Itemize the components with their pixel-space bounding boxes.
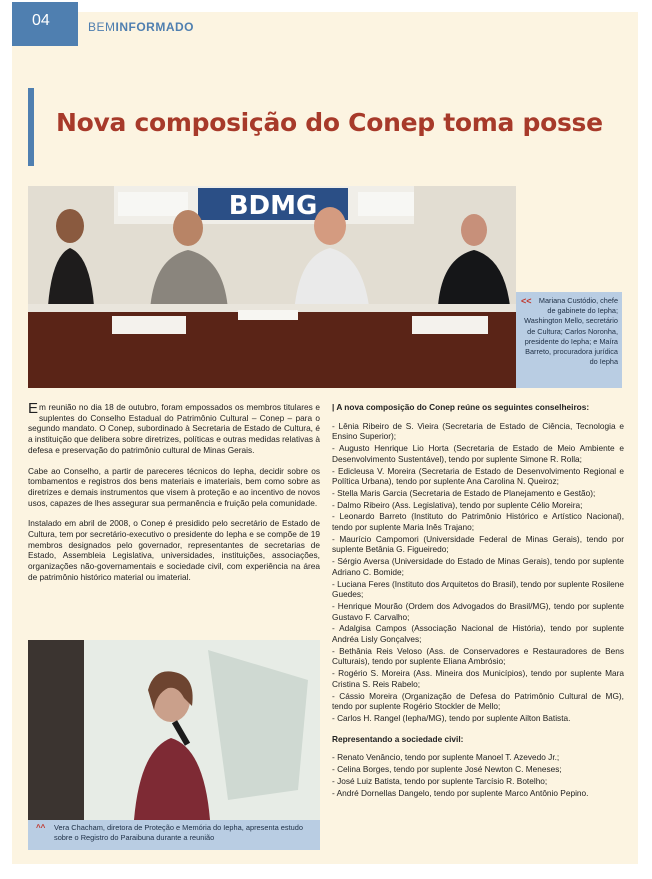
article-body [28, 402, 320, 593]
list-item: - Adalgisa Campos (Associação Nacional de História), tendo por suplente Andréa Lisly Gonçalves; [332, 623, 624, 645]
brand-light: BEM [88, 20, 116, 34]
list-item: - Dalmo Ribeiro (Ass. Legislativa), tendo por suplente Célio Moreira; [332, 499, 583, 510]
list-item: - Henrique Mourão (Ordem dos Advogados do Brasil/MG), tendo por suplente Gustavo F. Carvalho; [332, 600, 624, 622]
list-item: - Luciana Feres (Instituto dos Arquitetos do Brasil), tendo por suplente Rosilene Guedes; [332, 578, 624, 600]
members-heading: | A nova composição do Conep reúne os seguintes conselheiros: [332, 402, 590, 412]
civil-society-heading: Representando a sociedade civil: [332, 733, 464, 744]
list-item: - Edicleusa V. Moreira (Secretaria de Estado de Desenvolvimento Regional e Política Urbana), tendo por suplente Ana Carolina N. Queiroz; [332, 465, 624, 487]
list-item: - José Luiz Batista, tendo por suplente Tarcísio R. Botelho; [332, 775, 548, 786]
list-item: - Lênia Ribeiro de S. Vieira (Secretaria de Estado de Ciência, Tecnologia e Ensino Superior); [332, 420, 624, 442]
paragraph-1 [28, 402, 320, 456]
list-item: - Augusto Henrique Lio Horta (Secretaria de Estado de Meio Ambiente e Desenvolvimento Sustentável), tendo por suplente Simone R. Rolla; [332, 443, 624, 464]
list-item: - Stella Maris Garcia (Secretaria de Estado de Planejamento e Gestão); [332, 487, 596, 498]
list-item: - Celina Borges, tendo por suplente José Newton C. Meneses; [332, 764, 562, 775]
brand-bold: INFORMADO [115, 20, 195, 34]
paragraph-3: Instalado em abril de 2008, o Conep é presidido pelo secretário de Estado de Cultura, tem por secretário-executivo o presidente do Iepha e se compõe de 19 membros designados pelo governador, representantes de secretarias de Estado, Assembleia Legislativa, universidades, instituições, associações, organizações não-governamentais e sociedade civil, com experiência na área de patrimônio histórico material ou imaterial. [28, 518, 320, 582]
members-list [332, 421, 624, 724]
list-item: - Renato Venâncio, tendo por suplente Manoel T. Azevedo Jr.; [332, 752, 560, 763]
title-accent-bar [28, 88, 34, 166]
drop-cap: E [28, 400, 39, 417]
page-number: 04 [12, 2, 78, 46]
list-item: - Cássio Moreira (Organização de Defesa do Patrimônio Cultural de MG), tendo por suplente Rogério Stockler de Mello; [332, 690, 624, 712]
paragraph-2: Cabe ao Conselho, a partir de pareceres técnicos do Iepha, decidir sobre os tombamentos e registros dos bens materiais e imateriais, bem como sobre as diretrizes e demais instrumentos que visem à proteção e ao incentivo de novos usos, capazes de lhes assegurar sua permanência e fruição pela comunidade. [28, 465, 320, 508]
list-item: - Bethânia Reis Veloso (Ass. de Conservadores e Restauradores de Bens Culturais), tendo por suplente Eliana Ambrósio; [332, 645, 624, 667]
presenter-photo [28, 640, 320, 820]
article-title: Nova composição do Conep toma posse [56, 108, 603, 137]
list-item: - André Dornellas Dangelo, tendo por suplente Marco Antônio Pepino. [332, 787, 589, 798]
members-section [332, 402, 624, 799]
caption-arrow-icon: ^^ [36, 823, 46, 832]
meeting-photo [28, 186, 516, 388]
presenter-photo-caption-text: Vera Chacham, diretora de Proteção e Memória do Iepha, apresenta estudo sobre o Registro do Paraibuna durante a reunião [54, 823, 303, 843]
meeting-photo-illustration [28, 186, 516, 388]
presenter-photo-caption [28, 820, 320, 850]
list-item: - Rogério S. Moreira (Ass. Mineira dos Municípios), tendo por suplente Mara Cristina S. Reis Rabelo; [332, 668, 624, 689]
brand-logo [88, 20, 194, 34]
photo-banner: BDMG [228, 191, 318, 221]
meeting-photo-caption-text: Mariana Custódio, chefe de gabinete do Iepha; Washington Mello, secretário de Cultura; Carlos Noronha, presidente do Iepha; e Maíra Barreto, procuradora jurídica do Iepha [524, 296, 618, 367]
civil-society-list [332, 752, 624, 798]
list-item: - Maurício Campomori (Universidade Federal de Minas Gerais), tendo por suplente Betânia G. Figueiredo; [332, 533, 624, 555]
meeting-photo-caption [516, 292, 622, 388]
paragraph-1-text: m reunião no dia 18 de outubro, foram empossados os membros titulares e suplentes do Conselho Estadual do Patrimônio Cultural – Conep – para o segundo mandato. O Conep, subordinado à Secretaria de Estado de Cultura, é a instituição que delibera sobre diretrizes, políticas e outras medidas relativas à defesa e preservação do patrimônio cultural de Minas Gerais. [28, 402, 320, 455]
presenter-photo-illustration [28, 640, 320, 820]
list-item: - Leonardo Barreto (Instituto do Patrimônio Histórico e Artístico Nacional), tendo por suplente Maria Inês Trajano; [332, 511, 624, 533]
list-item: - Sérgio Aversa (Universidade do Estado de Minas Gerais), tendo por suplente Adriano C. Bomide; [332, 556, 624, 577]
list-item: - Carlos H. Rangel (Iepha/MG), tendo por suplente Ailton Batista. [332, 712, 571, 723]
caption-arrow-icon: << [521, 296, 532, 306]
